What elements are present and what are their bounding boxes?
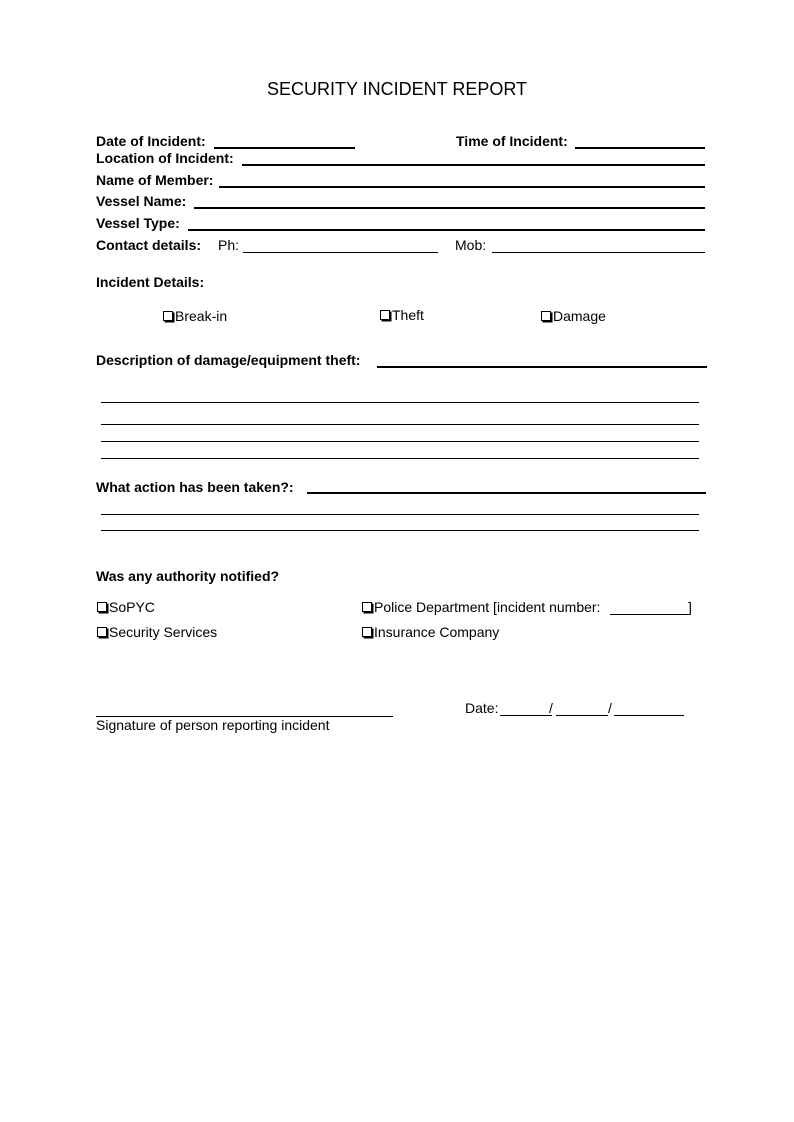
action-line[interactable]: [101, 514, 699, 515]
date-separator: /: [608, 700, 612, 716]
vessel-name-label: Vessel Name:: [96, 193, 187, 209]
description-line[interactable]: [101, 458, 699, 459]
date-month-field[interactable]: [556, 715, 608, 716]
mobile-field[interactable]: [492, 252, 705, 253]
date-separator: /: [549, 700, 553, 716]
break-in-label: Break-in: [175, 308, 228, 324]
phone-field[interactable]: [243, 252, 438, 253]
incident-number-field[interactable]: [610, 614, 688, 615]
date-year-field[interactable]: [614, 715, 684, 716]
break-in-checkbox[interactable]: [163, 311, 173, 321]
phone-label: Ph:: [218, 237, 240, 253]
contact-details-label: Contact details:: [96, 237, 202, 253]
theft-label: Theft: [392, 307, 424, 323]
incident-details-heading: Incident Details:: [96, 274, 205, 290]
insurance-company-option[interactable]: [362, 624, 499, 640]
description-line[interactable]: [101, 402, 699, 403]
date-of-incident-field[interactable]: [214, 147, 355, 149]
mobile-label: Mob:: [455, 237, 487, 253]
police-department-checkbox[interactable]: [362, 602, 372, 612]
description-field[interactable]: [377, 366, 707, 368]
police-department-option[interactable]: [362, 599, 600, 615]
vessel-name-field[interactable]: [194, 207, 705, 209]
vessel-type-field[interactable]: [188, 229, 705, 231]
location-of-incident-field[interactable]: [242, 164, 705, 166]
break-in-option[interactable]: [163, 308, 227, 324]
theft-checkbox[interactable]: [380, 310, 390, 320]
date-label: Date:: [465, 700, 499, 716]
damage-label: Damage: [553, 308, 606, 324]
security-services-checkbox[interactable]: [97, 627, 107, 637]
page-title: SECURITY INCIDENT REPORT: [266, 79, 528, 99]
action-field[interactable]: [307, 492, 706, 494]
insurance-company-checkbox[interactable]: [362, 627, 372, 637]
damage-option[interactable]: [541, 308, 606, 324]
date-of-incident-label: Date of Incident:: [96, 133, 206, 149]
description-line[interactable]: [101, 441, 699, 442]
action-line[interactable]: [101, 530, 699, 531]
date-day-field[interactable]: [500, 715, 552, 716]
vessel-type-label: Vessel Type:: [96, 215, 180, 231]
damage-checkbox[interactable]: [541, 311, 551, 321]
description-label: Description of damage/equipment theft:: [96, 352, 361, 368]
insurance-company-label: Insurance Company: [374, 624, 500, 640]
name-of-member-field[interactable]: [219, 186, 705, 188]
sopyc-option[interactable]: [97, 599, 155, 615]
location-of-incident-label: Location of Incident:: [96, 150, 234, 166]
incident-number-bracket: ]: [688, 599, 692, 615]
sopyc-checkbox[interactable]: [97, 602, 107, 612]
name-of-member-label: Name of Member:: [96, 172, 214, 188]
police-department-label: Police Department [incident number:: [374, 599, 601, 615]
theft-option[interactable]: [380, 307, 424, 323]
description-line[interactable]: [101, 424, 699, 425]
sopyc-label: SoPYC: [109, 599, 155, 615]
security-services-label: Security Services: [109, 624, 218, 640]
authority-heading: Was any authority notified?: [96, 568, 280, 584]
signature-caption: Signature of person reporting incident: [96, 717, 330, 733]
time-of-incident-label: Time of Incident:: [456, 133, 568, 149]
action-label: What action has been taken?:: [96, 479, 294, 495]
time-of-incident-field[interactable]: [575, 147, 705, 149]
security-services-option[interactable]: [97, 624, 217, 640]
